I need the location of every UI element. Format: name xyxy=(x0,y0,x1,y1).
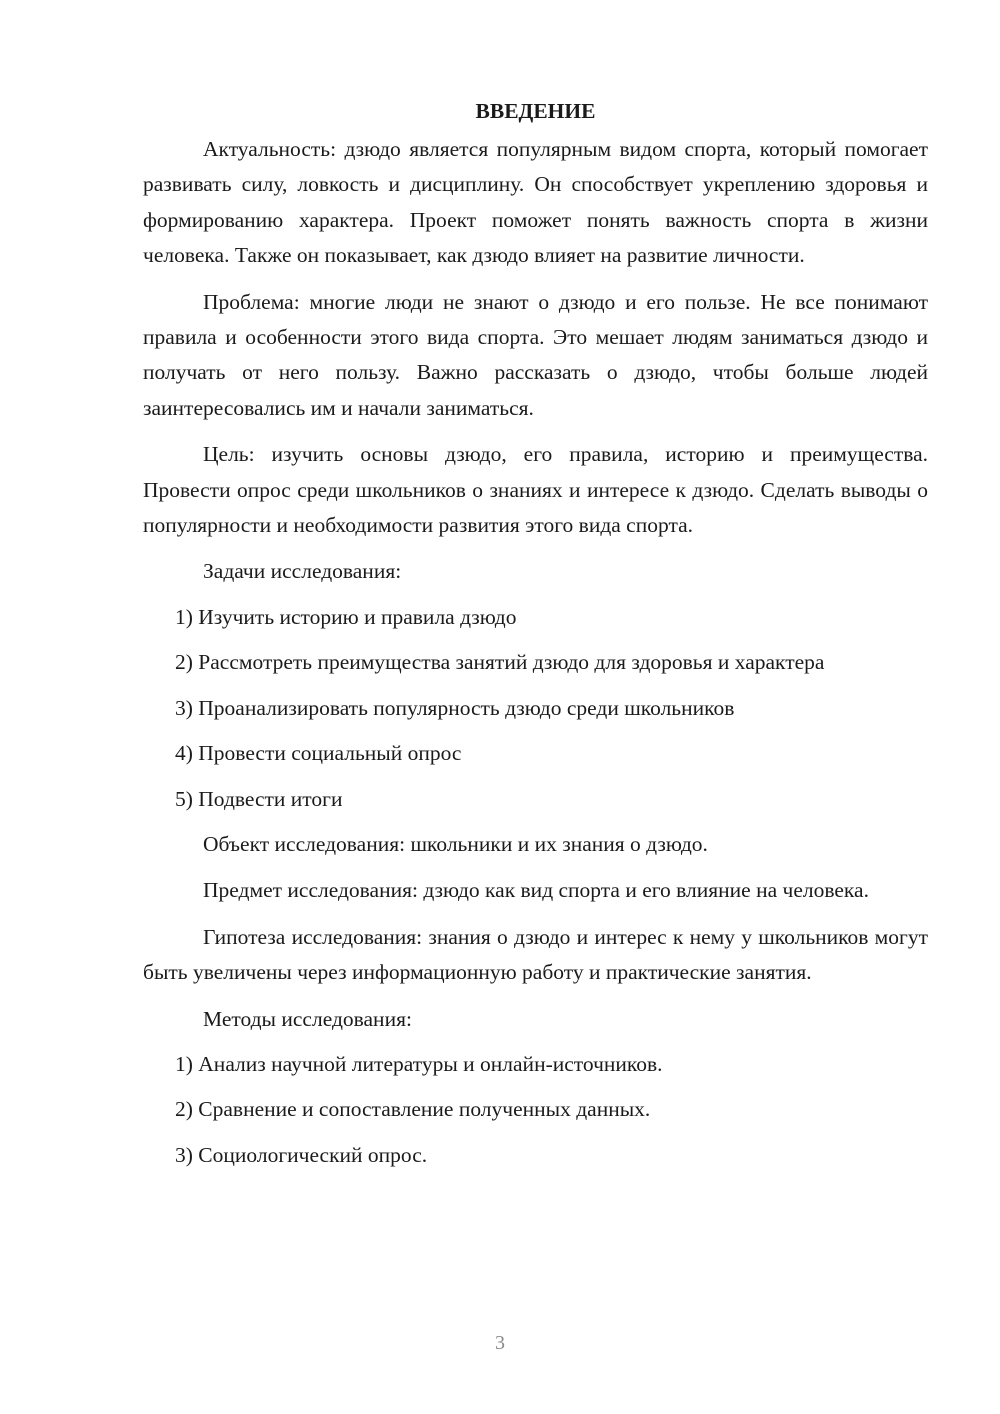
tasks-list xyxy=(143,600,928,817)
list-item: 3) Социологический опрос. xyxy=(175,1142,428,1167)
list-item: 5) Подвести итоги xyxy=(175,786,343,811)
methods-list xyxy=(143,1047,928,1173)
list-item: 3) Проанализировать популярность дзюдо среди школьников xyxy=(175,695,735,720)
list-item: 2) Сравнение и сопоставление полученных данных. xyxy=(175,1097,651,1122)
problem-paragraph: Проблема: многие люди не знают о дзюдо и его пользе. Не все понимают правила и особенности этого вида спорта. Это мешает людям заниматься дзюдо и получать от него пользу. Важно рассказать о дзюдо, чтобы больше людей заинтересовались им и начали заниматься. xyxy=(143,289,928,420)
page-number: 3 xyxy=(495,1332,505,1354)
section-title: ВВЕДЕНИЕ xyxy=(475,99,596,123)
relevance-paragraph: Актуальность: дзюдо является популярным видом спорта, который помогает развивать силу, ловкость и дисциплину. Он способствует укреплению здоровья и формированию характера. Проект поможет понять важность спорта в жизни человека. Также он показывает, как дзюдо влияет на развитие личности. xyxy=(143,137,928,268)
goal-paragraph: Цель: изучить основы дзюдо, его правила, историю и преимущества. Провести опрос среди школьников о знаниях и интересе к дзюдо. Сделать выводы о популярности и необходимости развития этого вида спорта. xyxy=(143,442,928,538)
list-item: 1) Анализ научной литературы и онлайн-источников. xyxy=(175,1051,663,1076)
list-item: 2) Рассмотреть преимущества занятий дзюдо для здоровья и характера xyxy=(175,650,825,675)
list-item: 4) Провести социальный опрос xyxy=(175,741,462,766)
list-item: 1) Изучить историю и правила дзюдо xyxy=(175,604,517,629)
object-paragraph: Объект исследования: школьники и их знания о дзюдо. xyxy=(203,831,708,856)
hypothesis-paragraph: Гипотеза исследования: знания о дзюдо и интерес к нему у школьников могут быть увеличены через информационную работу и практические занятия. xyxy=(143,924,928,985)
subject-paragraph: Предмет исследования: дзюдо как вид спорта и его влияние на человека. xyxy=(203,878,869,903)
methods-label: Методы исследования: xyxy=(203,1006,412,1031)
tasks-label: Задачи исследования: xyxy=(203,559,402,584)
document-page xyxy=(143,92,928,1183)
